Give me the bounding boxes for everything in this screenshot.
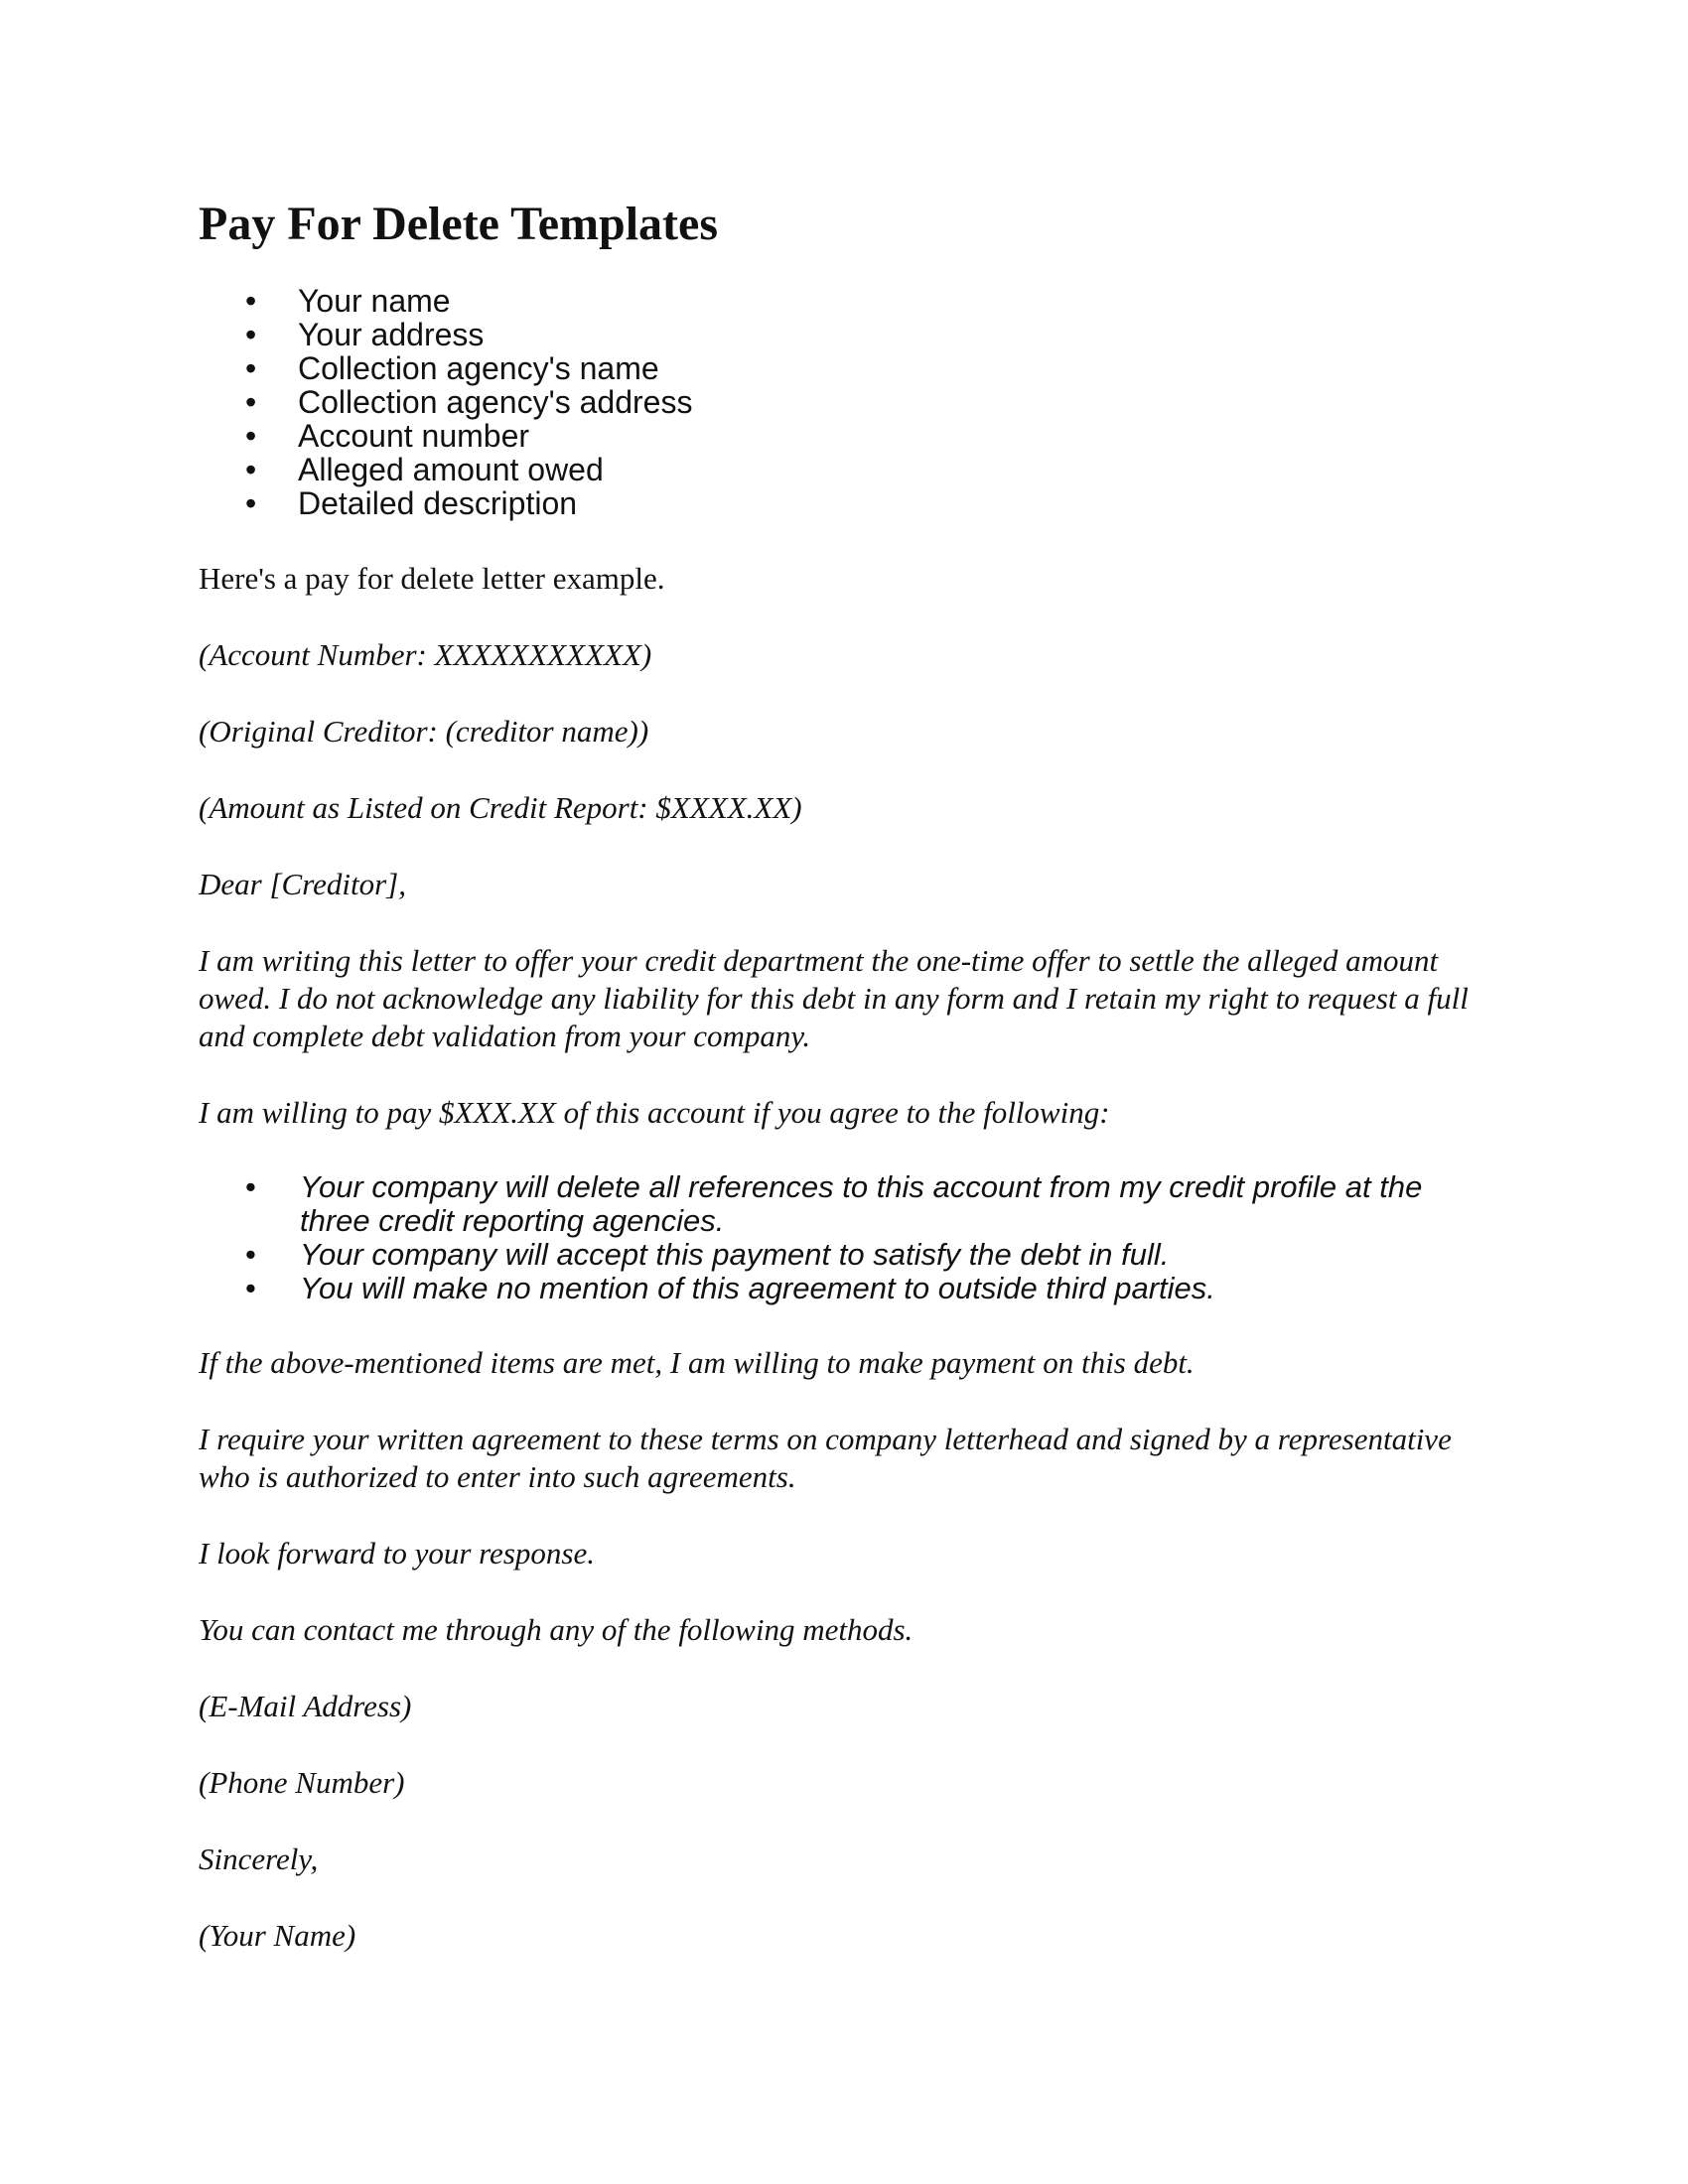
checklist [199,284,1489,520]
list-item-label: Detailed description [298,485,578,521]
term-text: You will make no mention of this agreement to outside third parties. [300,1271,1215,1305]
list-item [199,453,1489,486]
intro-text: Here's a pay for delete letter example. [199,561,665,596]
letter-paragraph-payment: I am willing to pay $XXX.XX of this account if you agree to the following: [199,1095,1110,1130]
bullet-icon: • [245,283,257,319]
list-item [199,1272,1489,1305]
list-item [199,351,1489,385]
phone-line: (Phone Number) [199,1765,405,1800]
bullet-icon: • [245,485,257,521]
letter-paragraph-contact: You can contact me through any of the following methods. [199,1612,914,1647]
list-item [199,419,1489,453]
letter-paragraph-response: I look forward to your response. [199,1536,595,1570]
letter-paragraph-agreement: I require your written agreement to these terms on company letterhead and signed by a representative who is authorized to enter into such agreements. [199,1422,1452,1494]
list-item-label: Collection agency's address [298,384,693,420]
list-item-label: Your name [298,283,451,319]
term-text: Your company will delete all references to this account from my credit profile at the three credit reporting agencies. [300,1169,1423,1238]
bullet-icon: • [245,1271,256,1305]
term-text: Your company will accept this payment to satisfy the debt in full. [300,1237,1170,1272]
list-item [199,284,1489,318]
original-creditor-line: (Original Creditor: (creditor name)) [199,714,649,749]
bullet-icon: • [245,452,257,487]
list-item [199,1238,1489,1272]
list-item [199,385,1489,419]
bullet-icon: • [245,384,257,420]
letter-paragraph-conditions: If the above-mentioned items are met, I am willing to make payment on this debt. [199,1345,1195,1380]
list-item-label: Account number [298,418,530,454]
bullet-icon: • [245,350,257,386]
list-item [199,486,1489,520]
email-line: (E-Mail Address) [199,1689,412,1723]
account-number-line: (Account Number: XXXXXXXXXXX) [199,637,652,672]
letter-paragraph-offer: I am writing this letter to offer your credit department the one-time offer to settle the alleged amount owed. I do not acknowledge any liability for this debt in any form and I retain my right to request a full and complete debt validation from your company. [199,943,1469,1053]
page-title: Pay For Delete Templates [199,198,719,250]
list-item [199,318,1489,351]
amount-listed-line: (Amount as Listed on Credit Report: $XXXX.XX) [199,790,802,825]
bullet-icon: • [245,418,257,454]
list-item-label: Alleged amount owed [298,452,604,487]
terms-list [199,1170,1489,1305]
salutation: Dear [Creditor], [199,867,406,901]
list-item-label: Your address [298,317,485,352]
list-item [199,1170,1489,1238]
list-item-label: Collection agency's name [298,350,659,386]
closing: Sincerely, [199,1842,319,1876]
bullet-icon: • [245,317,257,352]
bullet-icon: • [245,1169,256,1204]
document-page [199,195,1489,1955]
signature-line: (Your Name) [199,1918,356,1953]
bullet-icon: • [245,1237,256,1272]
letter-example [199,636,1489,1955]
